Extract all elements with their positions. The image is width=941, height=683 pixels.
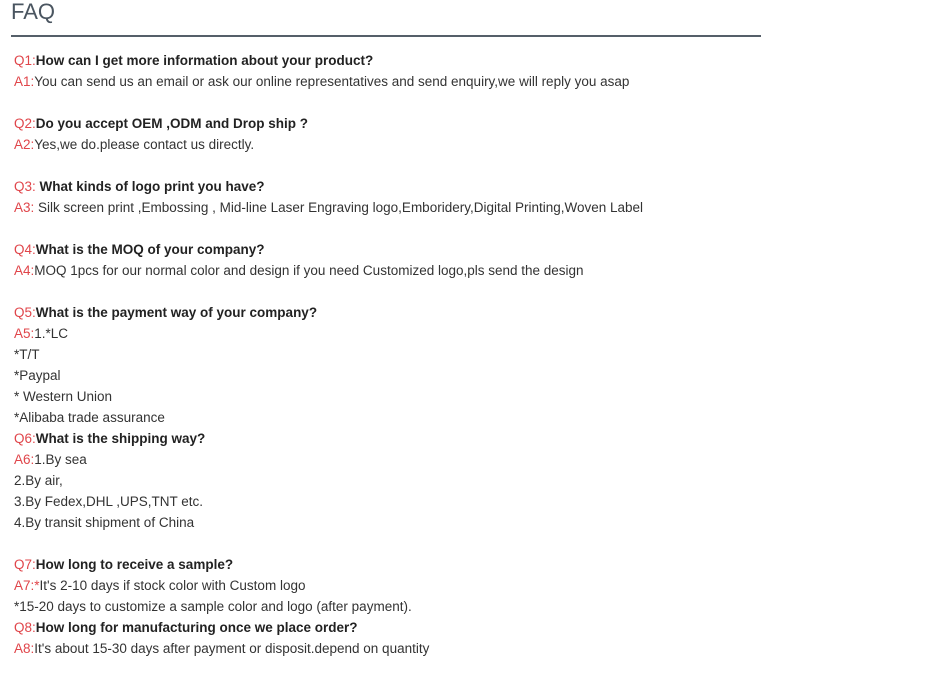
answer-extra-line: 2.By air, xyxy=(14,473,63,488)
answer-key: A6: xyxy=(14,452,35,467)
question-key: Q1: xyxy=(14,53,36,68)
answer-key: A5: xyxy=(14,326,35,341)
question-key: Q5: xyxy=(14,305,36,320)
question-text: How long to receive a sample? xyxy=(35,557,234,572)
spacer xyxy=(14,281,914,302)
answer-key: A1: xyxy=(14,74,35,89)
answer-text: Silk screen print ,Embossing , Mid-line Laser Engraving logo,Emboridery,Digital Printing,Woven Label xyxy=(34,200,644,215)
question-row xyxy=(14,617,914,638)
answer-row xyxy=(14,197,914,218)
question-key: Q6: xyxy=(14,431,36,446)
question-text: How can I get more information about your product? xyxy=(35,53,374,68)
question-row xyxy=(14,176,914,197)
question-text: What is the shipping way? xyxy=(35,431,206,446)
answer-extra-line: *T/T xyxy=(14,347,40,362)
answer-text: It's about 15-30 days after payment or disposit.depend on quantity xyxy=(34,641,430,656)
question-text: What is the payment way of your company? xyxy=(35,305,318,320)
spacer xyxy=(14,92,914,113)
page-title: FAQ xyxy=(11,0,56,24)
question-text: What is the MOQ of your company? xyxy=(35,242,265,257)
answer-extra-line: *Alibaba trade assurance xyxy=(14,410,165,425)
answer-key: A8: xyxy=(14,641,35,656)
answer-row xyxy=(14,638,914,659)
answer-row xyxy=(14,71,914,92)
answer-extra-line: 3.By Fedex,DHL ,UPS,TNT etc. xyxy=(14,494,204,509)
answer-key: A3: xyxy=(14,200,35,215)
question-row xyxy=(14,302,914,323)
question-text: Do you accept OEM ,ODM and Drop ship ? xyxy=(35,116,309,131)
question-key: Q2: xyxy=(14,116,36,131)
spacer xyxy=(14,155,914,176)
question-key: Q8: xyxy=(14,620,36,635)
question-key: Q4: xyxy=(14,242,36,257)
spacer xyxy=(14,218,914,239)
question-row xyxy=(14,50,914,71)
question-row xyxy=(14,239,914,260)
answer-row xyxy=(14,323,914,344)
spacer xyxy=(14,533,914,554)
answer-text: 1.By sea xyxy=(34,452,87,467)
question-row xyxy=(14,554,914,575)
answer-row xyxy=(14,134,914,155)
question-key: Q3: xyxy=(14,179,36,194)
answer-text: You can send us an email or ask our online representatives and send enquiry,we will reply you asap xyxy=(34,74,630,89)
answer-row xyxy=(14,449,914,470)
faq-list xyxy=(14,50,914,659)
answer-row xyxy=(14,260,914,281)
question-key: Q7: xyxy=(14,557,36,572)
answer-text: MOQ 1pcs for our normal color and design if you need Customized logo,pls send the design xyxy=(34,263,584,278)
answer-key: A4: xyxy=(14,263,35,278)
answer-key: A7:* xyxy=(14,578,40,593)
question-row xyxy=(14,113,914,134)
title-divider xyxy=(11,35,761,37)
answer-text: It's 2-10 days if stock color with Custom logo xyxy=(39,578,306,593)
answer-text: 1.*LC xyxy=(34,326,69,341)
answer-row xyxy=(14,575,914,596)
answer-extra-line: *15-20 days to customize a sample color and logo (after payment). xyxy=(14,599,412,614)
question-row xyxy=(14,428,914,449)
answer-text: Yes,we do.please contact us directly. xyxy=(34,137,255,152)
answer-extra-line: * Western Union xyxy=(14,389,113,404)
answer-extra-line: 4.By transit shipment of China xyxy=(14,515,195,530)
answer-extra-line: *Paypal xyxy=(14,368,61,383)
question-text: How long for manufacturing once we place order? xyxy=(35,620,358,635)
answer-key: A2: xyxy=(14,137,35,152)
question-text: What kinds of logo print you have? xyxy=(35,179,265,194)
